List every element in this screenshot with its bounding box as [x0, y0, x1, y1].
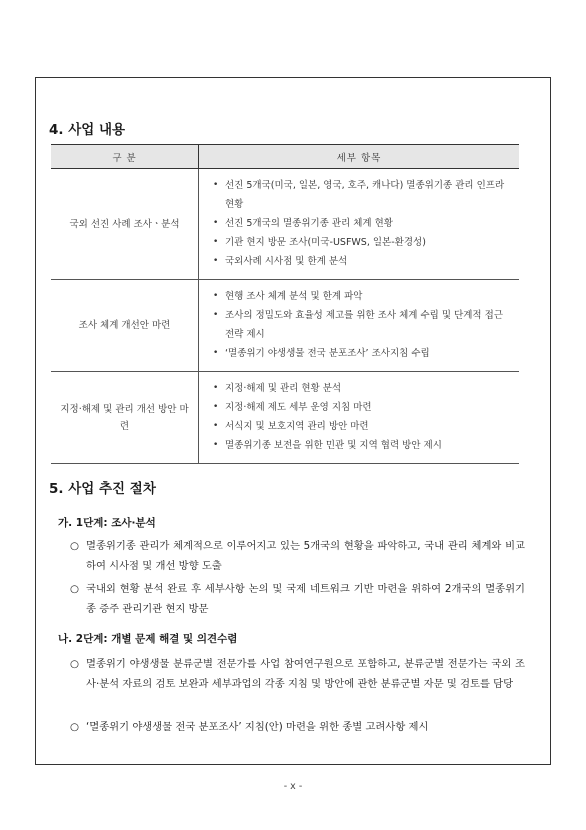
list-item: • 기관 현지 방문 조사(미국-USFWS, 일본-환경성) [225, 233, 513, 252]
row-category: 국외 선진 사례 조사ㆍ분석 [51, 169, 199, 280]
step-1-paragraph [70, 536, 525, 576]
circle-bullet-icon: ○ [70, 721, 79, 733]
step-2-paragraph [70, 654, 525, 694]
row-details [199, 280, 520, 372]
paragraph-text: 멸종위기 야생생물 분류군별 전문가를 사업 참여연구원으로 포함하고, 분류군별 전문가는 국외 조사·분석 자료의 검토 보완과 세부과업의 각종 지침 및 방안에 관한 분류군별 자문 및 검토를 담당 [86, 658, 525, 690]
step-2-title: 나. 2단계: 개별 문제 해결 및 의견수렴 [58, 633, 238, 645]
list-item: • 국외사례 시사점 및 한계 분석 [225, 252, 513, 271]
list-item: • 지정·해제 및 관리 현황 분석 [225, 379, 513, 398]
table-row [51, 169, 519, 280]
page-number: - x - [283, 781, 303, 792]
list-item: • 멸종위기종 보전을 위한 민관 및 지역 협력 방안 제시 [225, 436, 513, 455]
header-details: 세부 항목 [199, 145, 520, 169]
step-1-paragraph [70, 579, 525, 619]
list-item: • 조사의 정밀도와 효율성 제고를 위한 조사 체계 수립 및 단계적 접근 전략 제시 [225, 306, 513, 344]
list-item: • 현행 조사 체계 분석 및 한계 파악 [225, 287, 513, 306]
paragraph-text: ‘멸종위기 야생생물 전국 분포조사’ 지침(안) 마련을 위한 종별 고려사항 제시 [86, 721, 429, 733]
circle-bullet-icon: ○ [70, 658, 79, 670]
list-item: • 서식지 및 보호지역 관리 방안 마련 [225, 417, 513, 436]
section-4-title: 4. 사업 내용 [49, 122, 126, 138]
list-item: • 선진 5개국(미국, 일본, 영국, 호주, 캐나다) 멸종위기종 관리 인프라 현황 [225, 176, 513, 214]
list-item: • 지정·해제 제도 세부 운영 지침 마련 [225, 398, 513, 417]
circle-bullet-icon: ○ [70, 540, 79, 552]
row-details [199, 169, 520, 280]
header-category: 구 분 [51, 145, 199, 169]
business-content-table [51, 144, 519, 464]
table-header-row [51, 145, 519, 169]
table-row [51, 372, 519, 464]
step-2-paragraph [70, 717, 525, 737]
section-5-title: 5. 사업 추진 절차 [49, 481, 156, 497]
paragraph-text: 국내외 현황 분석 완료 후 세부사항 논의 및 국제 네트워크 기반 마련을 위하여 2개국의 멸종위기종 증주 관리기관 현지 방문 [86, 583, 525, 615]
row-details [199, 372, 520, 464]
circle-bullet-icon: ○ [70, 583, 79, 595]
table-row [51, 280, 519, 372]
step-1-title: 가. 1단계: 조사·분석 [58, 517, 156, 529]
list-item: • 선진 5개국의 멸종위기종 관리 체계 현황 [225, 214, 513, 233]
list-item: • ‘멸종위기 야생생물 전국 분포조사’ 조사지침 수립 [225, 344, 513, 363]
paragraph-text: 멸종위기종 관리가 체계적으로 이루어지고 있는 5개국의 현황을 파악하고, 국내 관리 체계와 비교하여 시사점 및 개선 방향 도출 [86, 540, 525, 572]
row-category: 지정·해제 및 관리 개선 방안 마련 [51, 372, 199, 464]
row-category: 조사 체계 개선안 마련 [51, 280, 199, 372]
